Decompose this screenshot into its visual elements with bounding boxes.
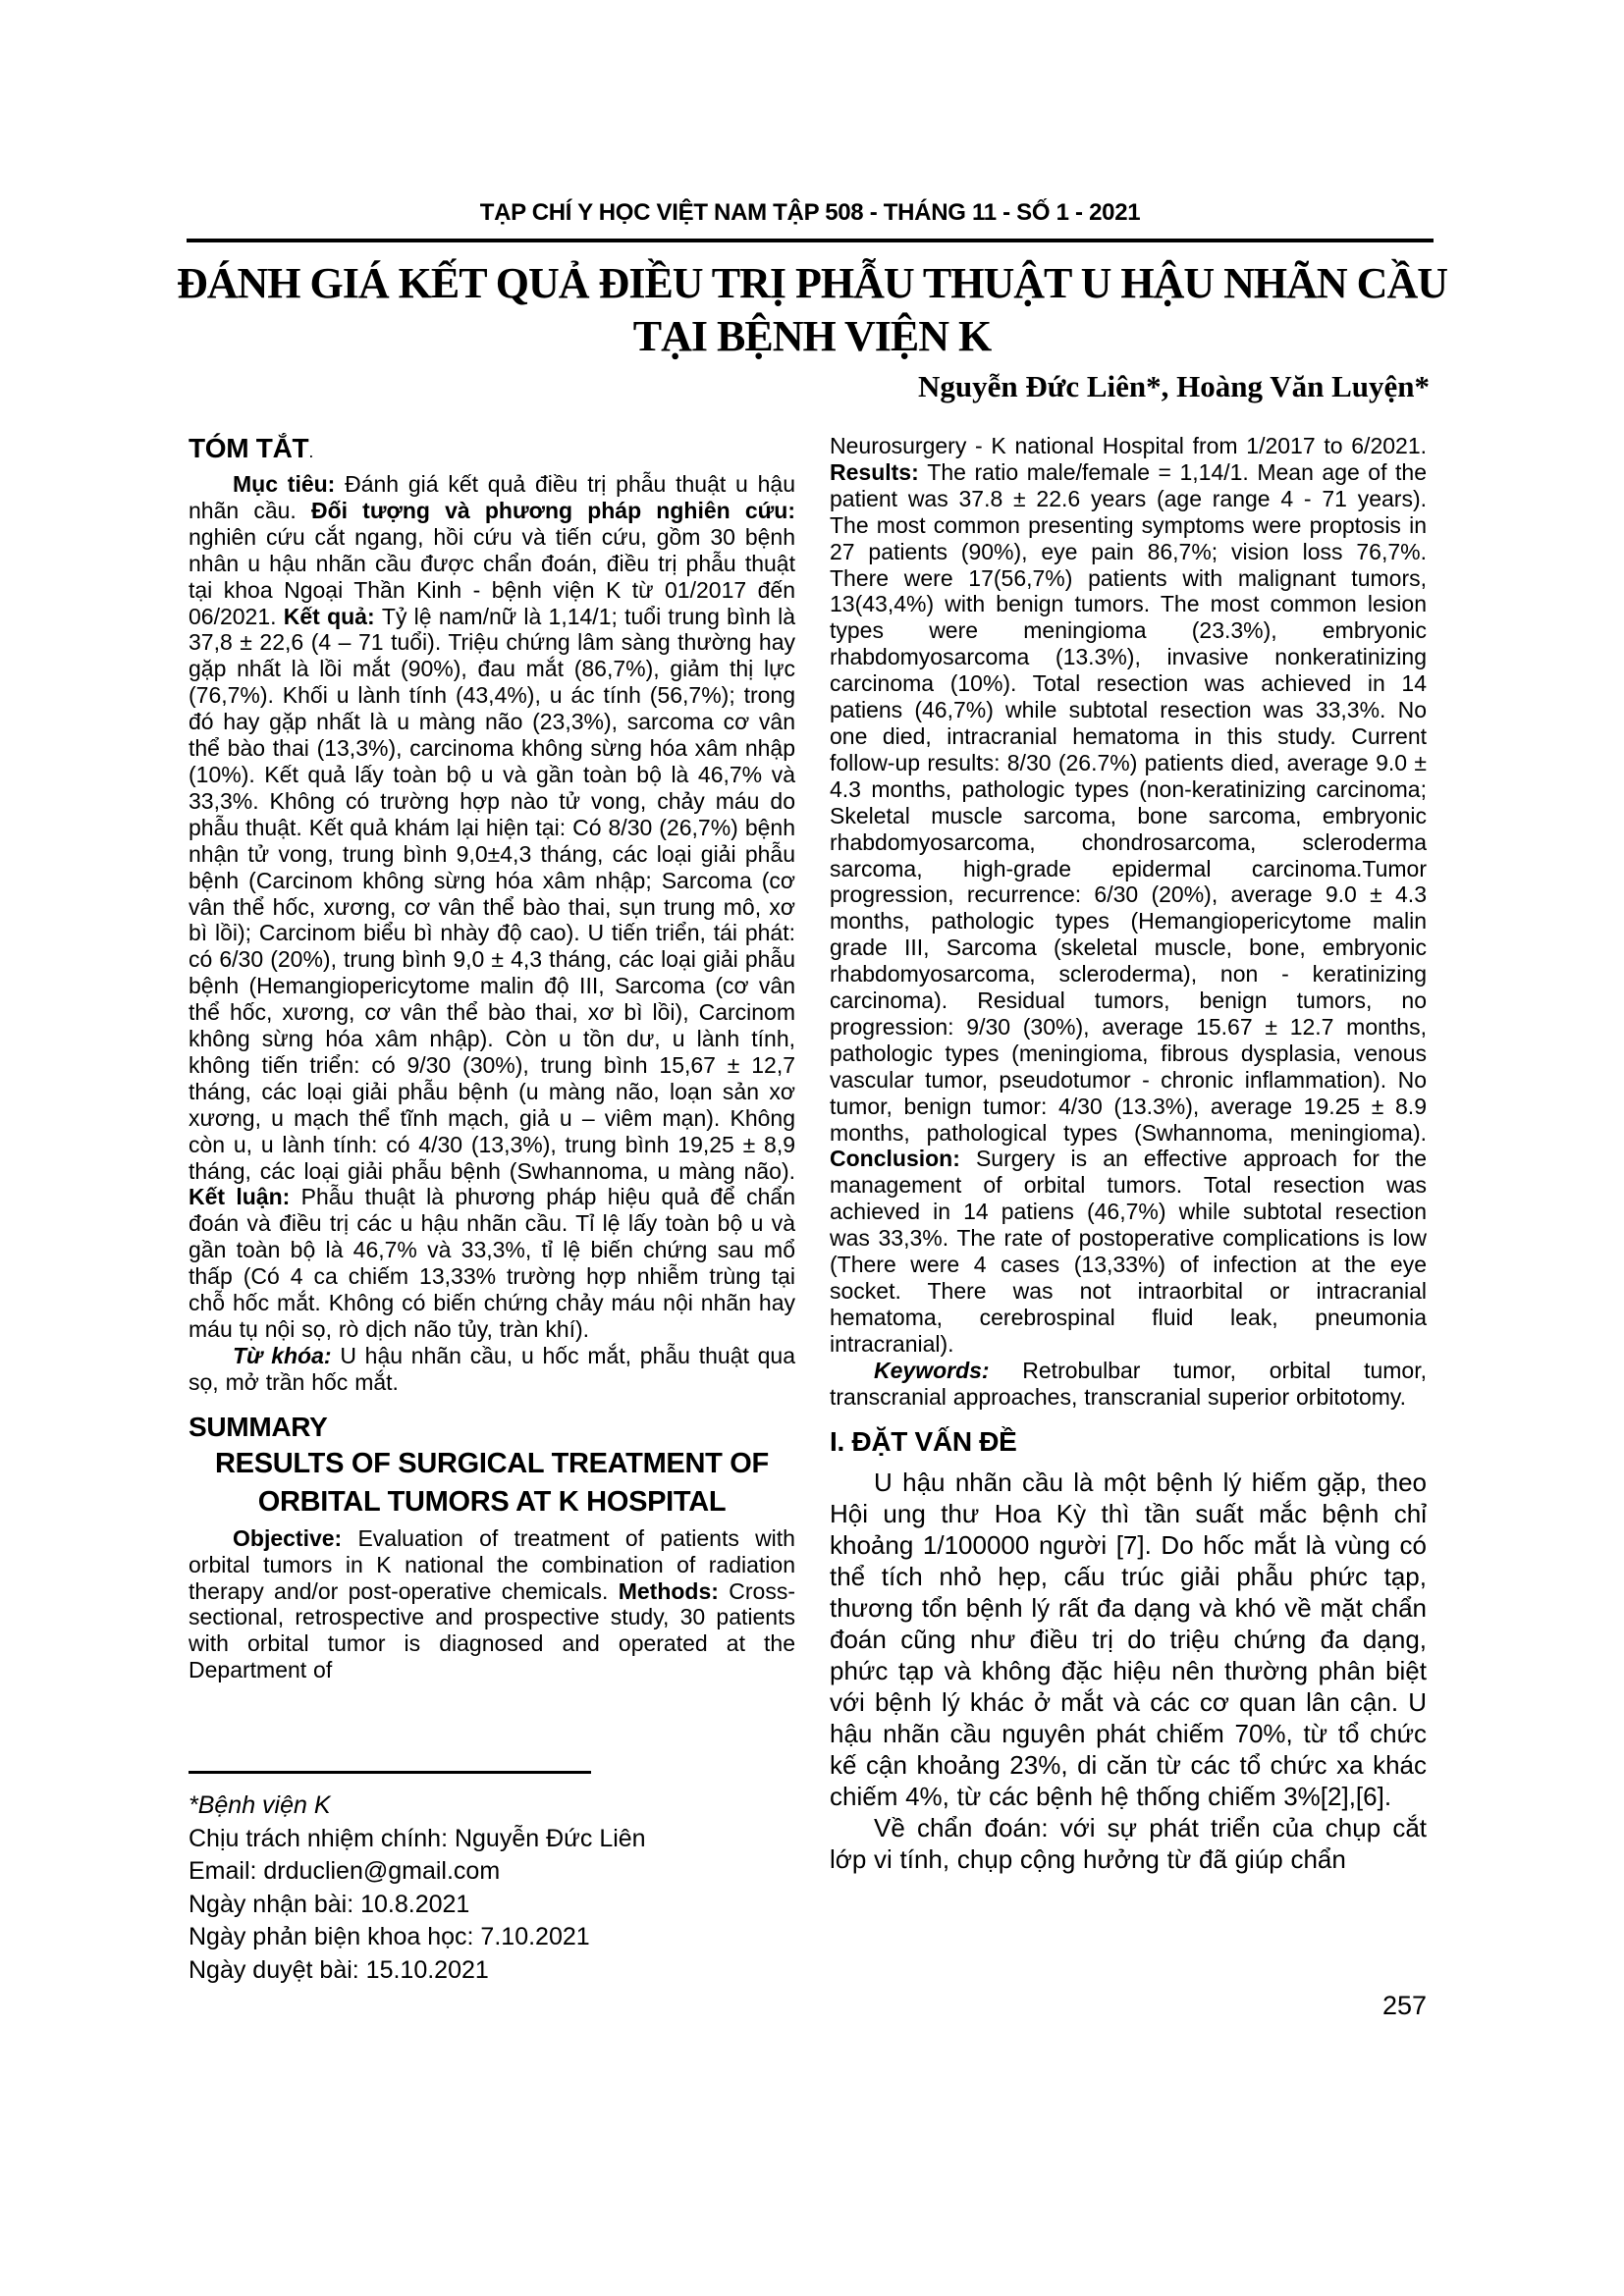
summary-title — [189, 1445, 795, 1522]
keywords-en-paragraph: Keywords: Retrobulbar tumor, orbital tumor, transcranial approaches, transcranial superior orbitotomy. — [830, 1357, 1427, 1410]
abstract-paragraph: Mục tiêu: Đánh giá kết quả điều trị phẫu thuật u hậu nhãn cầu. Đối tượng và phương pháp nghiên cứu: nghiên cứu cắt ngang, hồi cứu và tiến cứu, gồm 30 bệnh nhân u hậu nhãn cầu được chẩn đoán, điều trị phẫu thuật tại khoa Ngoại Thần Kinh - bệnh viện K từ 01/2017 đến 06/2021. Kết quả: Tỷ lệ nam/nữ là 1,14/1; tuổi trung bình là 37,8 ± 22,6 (4 – 71 tuổi). Triệu chứng lâm sàng thường hay gặp nhất là lồi mắt (90%), đau mắt (86,7%), giảm thị lực (76,7%). Khối u lành tính (43,4%), u ác tính (56,7%); trong đó hay gặp nhất là u màng não (23,3%), sarcoma cơ vân thể bào thai (13,3%), carcinoma không sừng hóa xâm nhập (10%). Kết quả lấy toàn bộ u và gần toàn bộ là 46,7% và 33,3%. Không có trường hợp nào tử vong, chảy máu do phẫu thuật. Kết quả khám lại hiện tại: Có 8/30 (26,7%) bệnh nhận tử vong, trung bình 9,0±4,3 tháng, các loại giải phẫu bệnh (Carcinom không sừng hóa xâm nhập; Sarcoma (cơ vân thể hốc, xương, cơ vân thể bào thai, sụn trung mô, xơ bì lồi); Carcinom biểu bì nhày độ cao). U tiến triển, tái phát: có 6/30 (20%), trung bình 9,0 ± 4,3 tháng, các loại giải phẫu bệnh (Hemangiopericytome malin độ III, Sarcoma (cơ vân thể hốc, xương, cơ vân thể bào thai, xơ bì lồi), Carcinom không sừng hóa xâm nhập). Còn u tồn dư, u lành tính, không tiến triển: có 9/30 (30%), trung bình 15,67 ± 12,7 tháng, các loại giải phẫu bệnh (u màng não, loạn sản xơ xương, u mạch thể tĩnh mạch, giả u – viêm mạn). Không còn u, u lành tính: có 4/30 (13,3%), trung bình 19,25 ± 8,9 tháng, các loại giải phẫu bệnh (Swhannoma, u màng não). Kết luận: Phẫu thuật là phương pháp hiệu quả để chẩn đoán và điều trị các u hậu nhãn cầu. Tỉ lệ lấy toàn bộ u và gần toàn bộ là 46,7% và 33,3%, tỉ lệ biến chứng sau mổ thấp (Có 4 ca chiếm 13,33% trường hợp nhiễm trùng tại chỗ hốc mắt. Không có biến chứng chảy máu nội nhãn hay máu tụ nội sọ, rò dịch não tủy, tràn khí). — [189, 471, 796, 1342]
left-column — [189, 433, 795, 1683]
footnote-divider — [189, 1771, 591, 1774]
article-title-line-2: TẠI BỆNH VIỆN K — [632, 312, 992, 360]
received-date-line: Ngày nhận bài: 10.8.2021 — [189, 1890, 470, 1918]
authors: Nguyễn Đức Liên*, Hoàng Văn Luyện* — [917, 369, 1430, 403]
affiliation-note: *Bệnh viện K — [189, 1791, 331, 1819]
keywords-vi-paragraph: Từ khóa: U hậu nhãn cầu, u hốc mắt, phẫu thuật qua sọ, mở trần hốc mắt. — [189, 1342, 795, 1395]
page-number: 257 — [1382, 1991, 1428, 2020]
header-divider — [187, 239, 1434, 242]
intro-paragraph-2: Về chẩn đoán: với sự phát triển của chụp cắt lớp vi tính, chụp cộng hưởng từ đã giúp chẩn — [830, 1812, 1427, 1874]
email-line: Email: drduclien@gmail.com — [189, 1857, 501, 1885]
reviewed-date-line: Ngày phản biện khoa học: 7.10.2021 — [189, 1923, 590, 1950]
introduction-heading: I. ĐẶT VẤN ĐỀ — [830, 1425, 1017, 1457]
intro-paragraph-1: U hậu nhãn cầu là một bệnh lý hiếm gặp, theo Hội ung thư Hoa Kỳ thì tần suất mắc bệnh chỉ khoảng 1/100000 người [7]. Do hốc mắt là vùng có thể tích nhỏ hẹp, cấu trúc giải phẫu phức tạp, thương tổn bệnh lý rất đa dạng và khó về mặt chẩn đoán cũng như điều trị do triệu chứng đa dạng, phức tạp và không đặc hiệu nên thường phân biệt với bệnh lý khác ở mắt và các cơ quan lân cận. U hậu nhãn cầu nguyên phát chiếm 70%, từ tổ chức kế cận khoảng 23%, di căn từ các tổ chức xa khác chiếm 4%, từ các bệnh hệ thống chiếm 3%[2],[6]. — [830, 1467, 1427, 1811]
results-paragraph: Neurosurgery - K national Hospital from 1/2017 to 6/2021. Results: The ratio male/female = 1,14/1. Mean age of the patient was 37.8 ± 22.6 years (age range 4 - 71 years). The most common presenting symptoms were proptosis in 27 patients (90%), eye pain 86,7%; vision loss 76,7%. There were 17(56,7%) patients with malignant tumors, 13(43,4%) with benign tumors. The most common lesion types were meningioma (23.3%), embryonic rhabdomyosarcoma (13.3%), invasive nonkeratinizing carcinoma (10%). Total resection was achieved in 14 patiens (46,7%) while subtotal resection was 33,3%. No one died, intracranial hematoma in this study. Current follow-up results: 8/30 (26.7%) patients died, average 9.0 ± 4.3 months, pathologic types (non-keratinizing carcinoma; Skeletal muscle sarcoma, bone sarcoma, embryonic rhabdomyosarcoma, chondrosarcoma, scleroderma sarcoma, high-grade epidermal carcinoma.Tumor progression, recurrence: 6/30 (20%), average 9.0 ± 4.3 months, pathologic types (Hemangiopericytome malin grade III, Sarcoma (skeletal muscle, bone, embryonic rhabdomyosarcoma, scleroderma), non - keratinizing carcinoma). Residual tumors, benign tumors, no progression: 9/30 (30%), average 15.67 ± 12.7 months, pathologic types (meningioma, fibrous dysplasia, venous vascular tumor, pseudotumor - chronic inflammation). No tumor, benign tumor: 4/30 (13.3%), average 19.25 ± 8.9 months, pathological types (Swhannoma, meningioma). Conclusion: Surgery is an effective approach for the management of orbital tumors. Total resection was achieved in 14 patiens (46,7%) while subtotal resection was 33,3%. The rate of postoperative complications is low (There were 4 cases (13,33%) of infection at the eye socket. There was not intraorbital or intracranial hematoma, cerebrospinal fluid leak, pneumonia intracranial). — [830, 433, 1427, 1357]
right-column — [830, 433, 1427, 1875]
summary-title-line-2: ORBITAL TUMORS AT K HOSPITAL — [257, 1485, 727, 1518]
abstract-heading-period: . — [308, 442, 314, 461]
article-title — [98, 257, 1526, 363]
abstract-heading: TÓM TẮT. — [189, 433, 314, 463]
accepted-date-line: Ngày duyệt bài: 15.10.2021 — [189, 1955, 489, 1984]
article-title-line-1: ĐÁNH GIÁ KẾT QUẢ ĐIỀU TRỊ PHẪU THUẬT U HẬU NHÃN CẦU — [176, 259, 1447, 307]
correspondence-line: Chịu trách nhiệm chính: Nguyễn Đức Liên — [189, 1824, 646, 1852]
summary-paragraph: Objective: Evaluation of treatment of patients with orbital tumors in K national the combination of radiation therapy and/or post-operative chemicals. Methods: Cross-sectional, retrospective and prospective study, 30 patients with orbital tumor is diagnosed and operated at the Department of — [189, 1524, 795, 1683]
footnote-block — [189, 1771, 795, 1987]
summary-heading: SUMMARY — [189, 1411, 328, 1442]
summary-title-line-1: RESULTS OF SURGICAL TREATMENT OF — [215, 1447, 769, 1479]
journal-header: TẠP CHÍ Y HỌC VIỆT NAM TẬP 508 - THÁNG 11 - SỐ 1 - 2021 — [479, 199, 1141, 226]
